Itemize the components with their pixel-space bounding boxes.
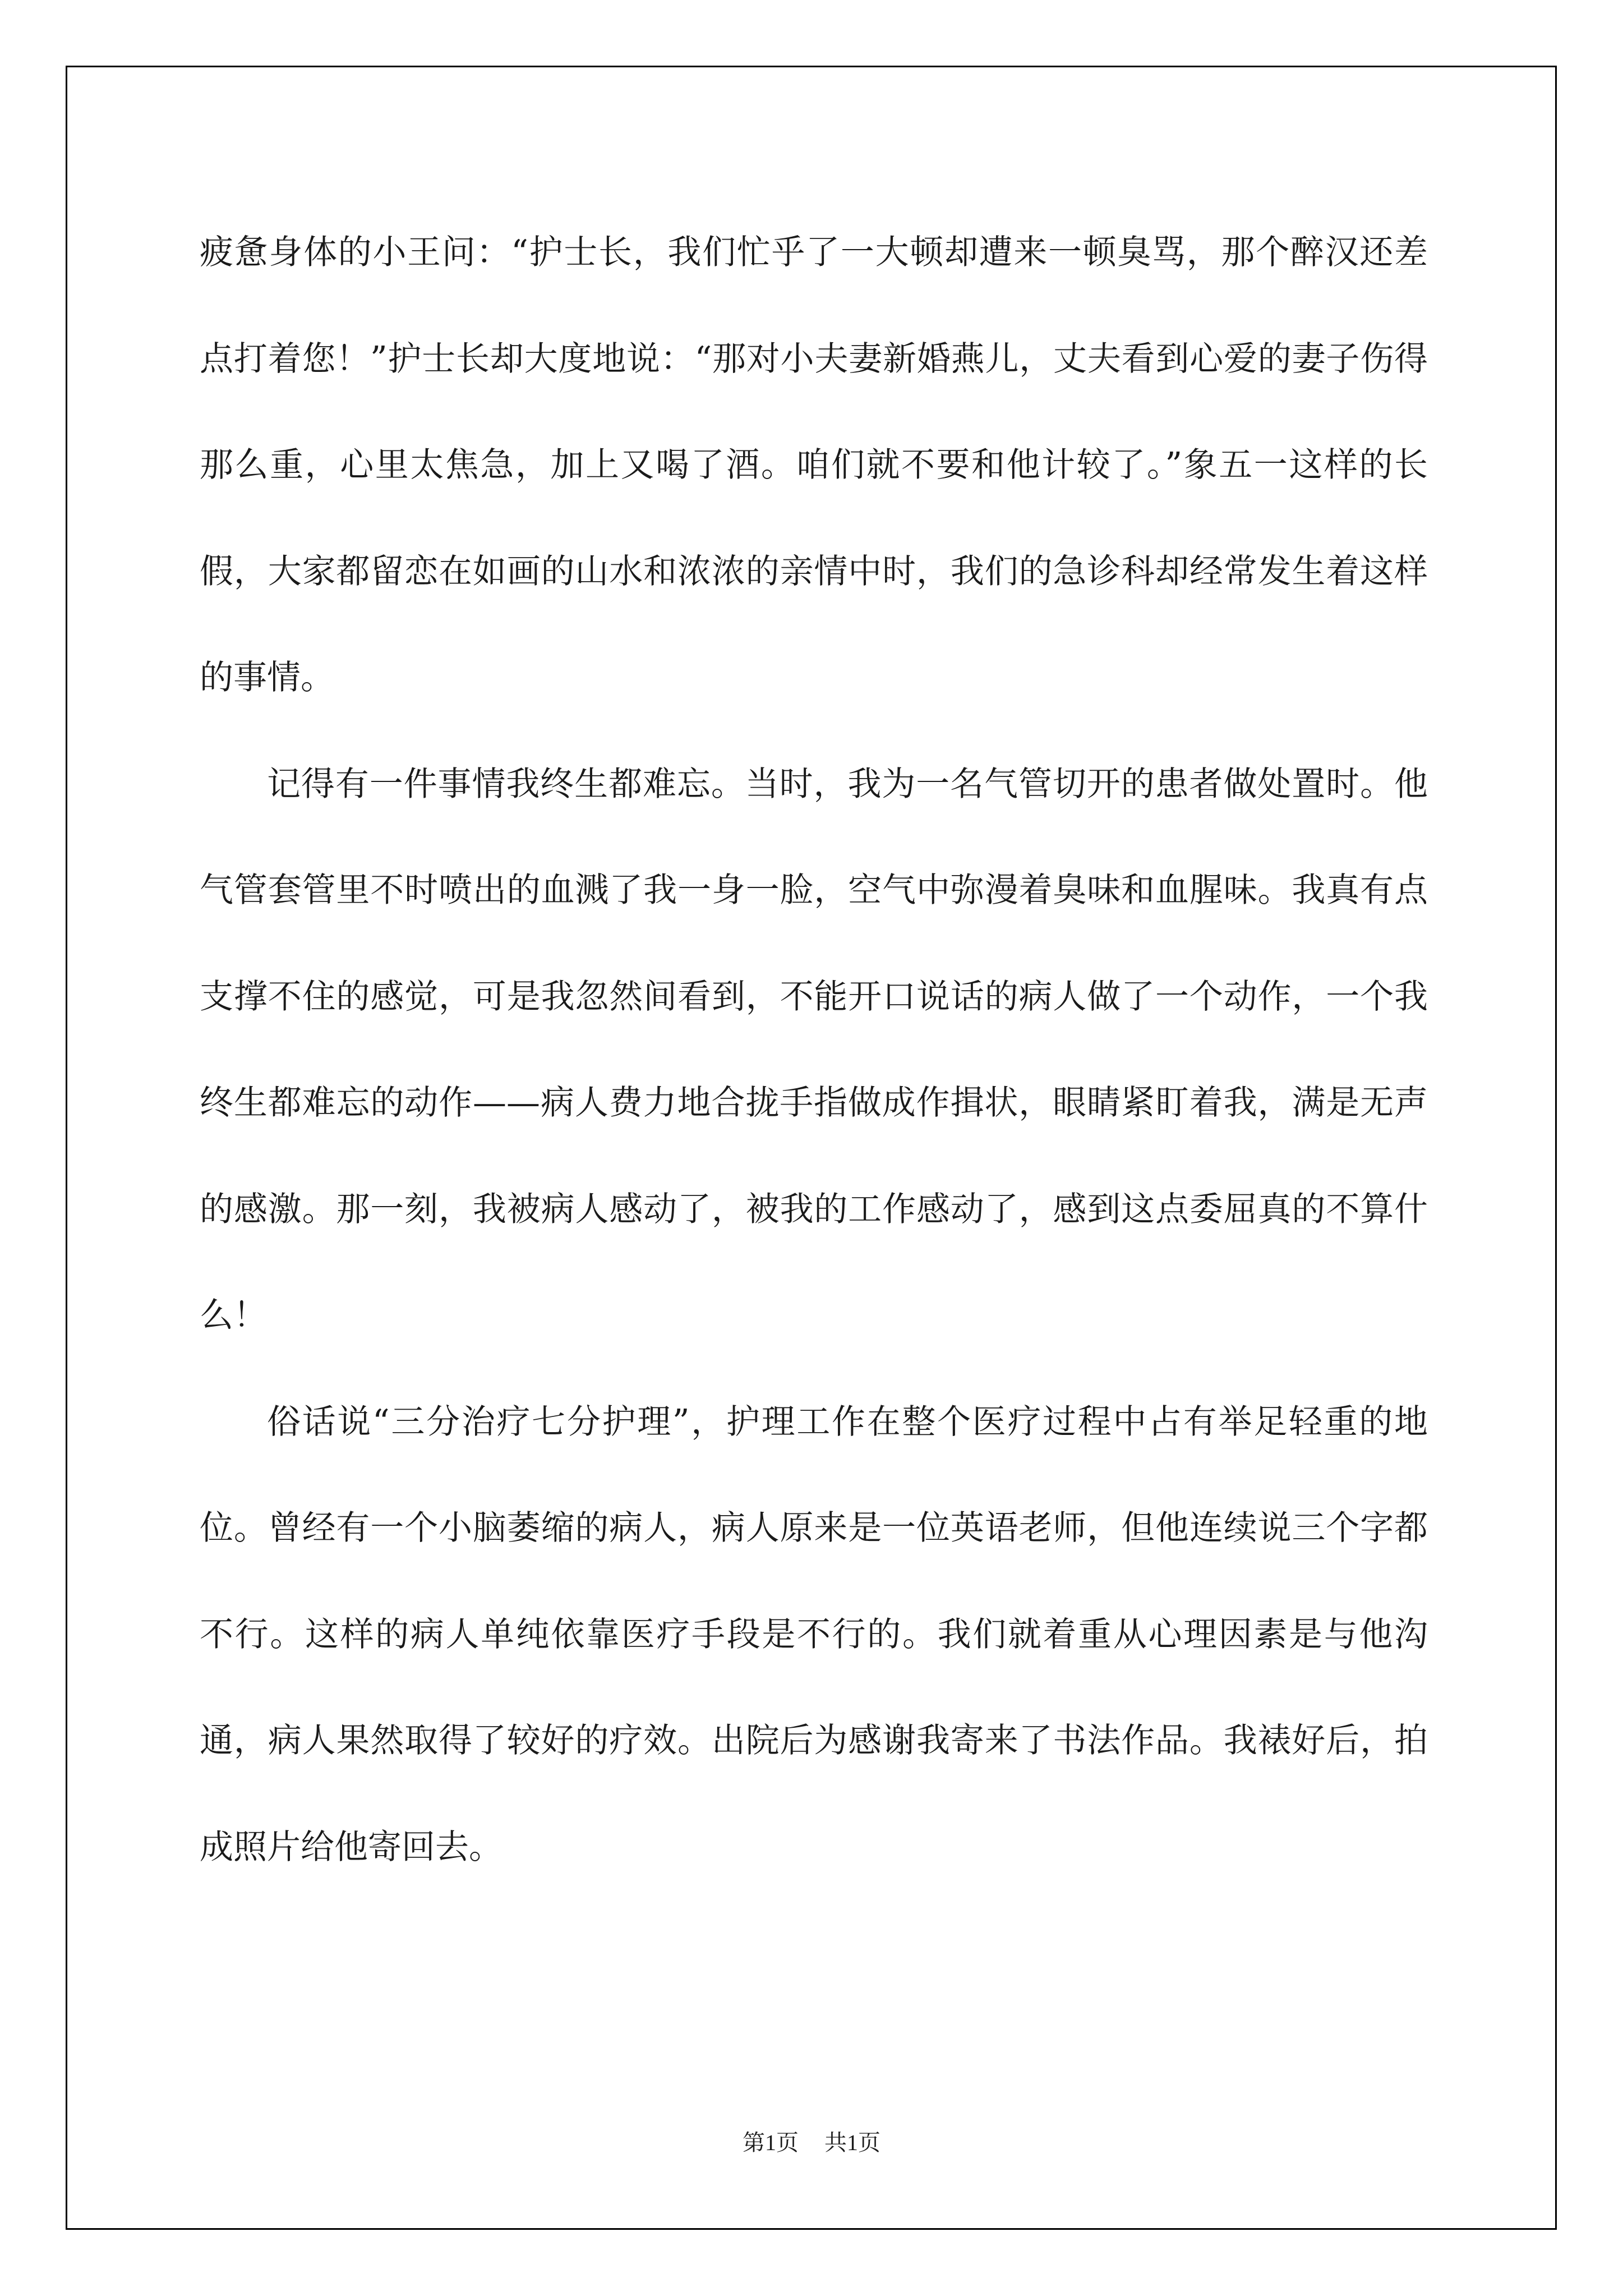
page-footer [0, 2129, 1623, 2157]
paragraph-3: 俗话说“三分治疗七分护理”，护理工作在整个医疗过程中占有举足轻重的地位。曾经有一个小脑萎缩的病人，病人原来是一位英语老师，但他连续说三个字都不行。这样的病人单纯依靠医疗手段是不行的。我们就着重从心理因素是与他沟通，病人果然取得了较好的疗效。出院后为感谢我寄来了书法作品。我裱好后，拍成照片给他寄回去。 [200, 1402, 1428, 1867]
paragraph-1: 疲惫身体的小王问：“护士长，我们忙乎了一大顿却遭来一顿臭骂，那个醉汉还差点打着您！”护士长却大度地说：“那对小夫妻新婚燕儿，丈夫看到心爱的妻子伤得那么重，心里太焦急，加上又喝了酒。咱们就不要和他计较了。”象五一这样的长假，大家都留恋在如画的山水和浓浓的亲情中时，我们的急诊科却经常发生着这样的事情。 [200, 233, 1428, 697]
page-number: 第1页 [743, 2130, 799, 2155]
document-body [200, 200, 1428, 1901]
page-total: 共1页 [824, 2130, 880, 2155]
paragraph-2: 记得有一件事情我终生都难忘。当时，我为一名气管切开的患者做处置时。他气管套管里不时喷出的血溅了我一身一脸，空气中弥漫着臭味和血腥味。我真有点支撑不住的感觉，可是我忽然间看到，不能开口说话的病人做了一个动作，一个我终生都难忘的动作——病人费力地合拢手指做成作揖状，眼睛紧盯着我，满是无声的感激。那一刻，我被病人感动了，被我的工作感动了，感到这点委屈真的不算什么！ [200, 764, 1428, 1335]
